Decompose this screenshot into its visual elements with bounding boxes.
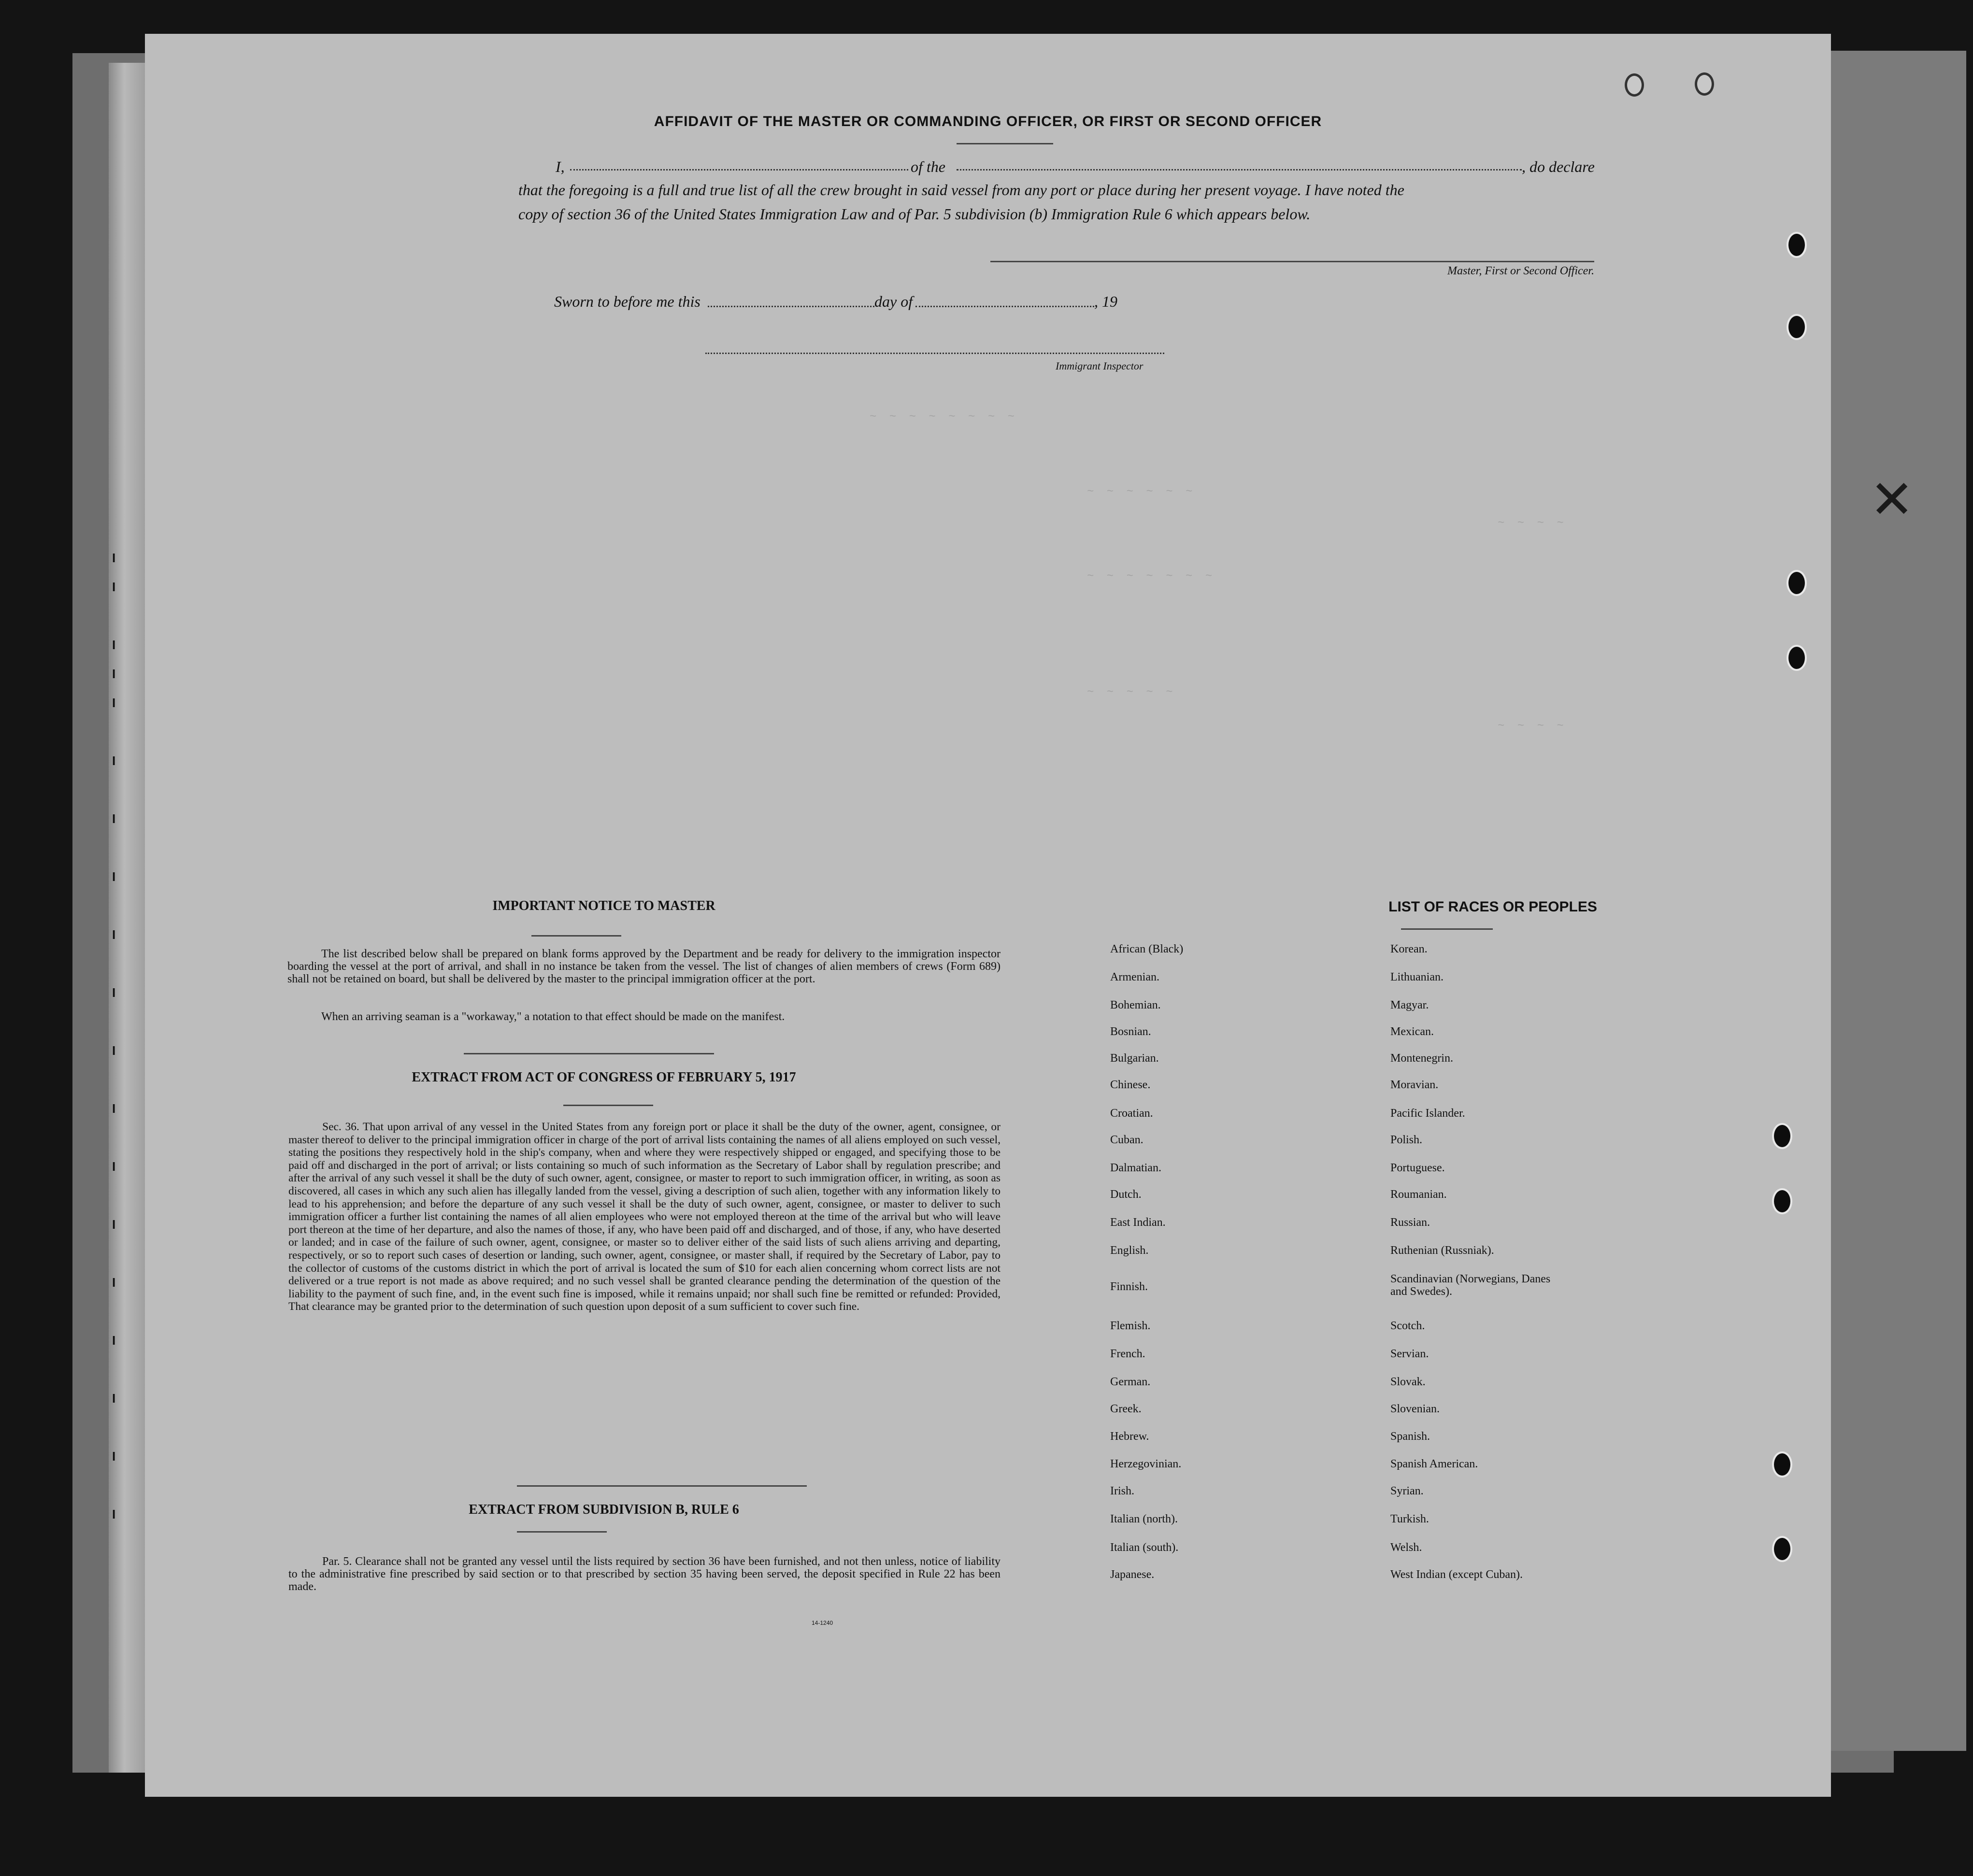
- binder-hole: [1787, 570, 1807, 596]
- race-left: Bosnian.: [1110, 1025, 1151, 1038]
- race-right: Moravian.: [1390, 1079, 1439, 1091]
- race-right: Servian.: [1390, 1348, 1429, 1360]
- race-left: Chinese.: [1110, 1079, 1151, 1091]
- race-right: Montenegrin.: [1390, 1052, 1453, 1065]
- act-title: EXTRACT FROM ACT OF CONGRESS OF FEBRUARY 5, 1917: [412, 1070, 796, 1085]
- binder-hole: [1787, 645, 1807, 671]
- inspector-label: Immigrant Inspector: [1056, 360, 1144, 372]
- signature-line[interactable]: [990, 261, 1594, 262]
- race-left: Herzegovinian.: [1110, 1458, 1182, 1470]
- race-right: Slovenian.: [1390, 1403, 1440, 1415]
- vessel-blank[interactable]: [957, 169, 1522, 171]
- affidavit-declare: , do declare: [1522, 158, 1595, 175]
- race-left: Japanese.: [1110, 1568, 1155, 1581]
- race-left: Flemish.: [1110, 1320, 1151, 1332]
- race-left: Dalmatian.: [1110, 1162, 1161, 1174]
- race-right: Pacific Islander.: [1390, 1107, 1465, 1120]
- race-right: Mexican.: [1390, 1025, 1434, 1038]
- race-left: Hebrew.: [1110, 1430, 1149, 1443]
- year-text: , 19: [1094, 293, 1117, 310]
- cross-mark: ✕: [1870, 469, 1915, 530]
- race-left: English.: [1110, 1244, 1149, 1257]
- rule-title: EXTRACT FROM SUBDIVISION B, RULE 6: [469, 1502, 739, 1517]
- divider: [531, 935, 621, 937]
- race-right: Syrian.: [1390, 1485, 1424, 1497]
- day-of-text: day of: [874, 293, 913, 310]
- race-left: Italian (south).: [1110, 1541, 1179, 1554]
- race-right: Portuguese.: [1390, 1162, 1445, 1174]
- notice-para-2: When an arriving seaman is a "workaway," a notation to that effect should be made on the manifest.: [321, 1010, 785, 1023]
- race-left: East Indian.: [1110, 1216, 1166, 1229]
- race-right: Lithuanian.: [1390, 971, 1444, 983]
- notice-title: IMPORTANT NOTICE TO MASTER: [492, 898, 715, 913]
- race-left: Cuban.: [1110, 1134, 1144, 1146]
- race-left: Dutch.: [1110, 1188, 1142, 1201]
- race-left: Finnish.: [1110, 1280, 1148, 1293]
- race-right: Slovak.: [1390, 1376, 1426, 1388]
- binder-hole: [1787, 314, 1807, 340]
- binder-hole: [1772, 1536, 1792, 1562]
- race-right: Korean.: [1390, 943, 1428, 955]
- race-right: Polish.: [1390, 1134, 1423, 1146]
- divider: [563, 1105, 653, 1106]
- affidavit-line3: copy of section 36 of the United States Immigration Law and of Par. 5 subdivision (b) Immigration Rule 6 which appears below.: [518, 205, 1311, 223]
- divider: [957, 143, 1053, 144]
- affidavit-of-the: of the: [911, 158, 945, 175]
- act-section-36: Sec. 36. That upon arrival of any vessel in the United States from any foreign port or place it shall be the duty of the owner, agent, consignee, or master thereof to deliver to the principal immigration officer in charge of the port of arrival lists containing the names of all aliens employed on such vessel, stating the positions they respectively hold in the ship's company, when and where they were respectively shipped or engaged, and specifying those to be paid off and discharged in the port of arrival; or lists containing so much of such information as the Secretary of Labor shall by regulation prescribe; and after the arrival of any such vessel it shall be the duty of such owner, agent, consignee, or master to report to such immigration officer, in writing, as soon as discovered, all cases in which any such alien has illegally landed from the vessel, giving a description of such alien, together with any information likely to lead to his apprehension; and before the departure of any such vessel it shall be the duty of such owner, agent, consignee, or master to deliver to such immigration officer a further list containing the names of all alien employees who were not employed thereon at the time of the arrival but who will leave port thereon at the time of her departure, and also the names of those, if any, who have been paid off and discharged, and of those, if any, who have deserted or landed; and in case of the failure of such owner, agent, consignee, or master so to deliver either of the said lists of such aliens arriving and departing, respectively, or so to report such cases of desertion or landing, such owner, agent, consignee, or master shall, if required by the Secretary of Labor, pay to the collector of customs of the customs district in which the port of arrival is located the sum of $10 for each alien concerning whom correct lists are not delivered or a true report is not made as above required; and no such vessel shall be granted clearance pending the determination of the question of the liability to the payment of such fine, and, in the event such fine is imposed, while it remains unpaid; nor shall such fine be remitted or refunded: Provided, That clearance may be granted prior to the determination of such question upon deposit of a sum sufficient to cover such fine.: [288, 1121, 1001, 1313]
- race-left: French.: [1110, 1348, 1145, 1360]
- right-edge-sheet: [1816, 51, 1966, 1751]
- notice-para-1: The list described below shall be prepared on blank forms approved by the Department and be ready for delivery to the immigration inspector boarding the vessel at the port of arrival, and shall in no instance be taken from the vessel. The list of changes of alien members of crews (Form 689) shall not be retained on board, but shall be delivered by the master to the principal immigration officer at the port.: [287, 948, 1001, 985]
- divider: [1401, 928, 1493, 930]
- form-number: 14-1240: [812, 1620, 833, 1626]
- divider: [464, 1053, 714, 1054]
- races-title: LIST OF RACES OR PEOPLES: [1388, 899, 1597, 915]
- binder-hole: [1772, 1188, 1792, 1214]
- race-right: Welsh.: [1390, 1541, 1422, 1554]
- manifest-page: AFFIDAVIT OF THE MASTER OR COMMANDING OFFICER, OR FIRST OR SECOND OFFICER I, of the , do declare that the foregoing is a full and true list of all the crew brought in said vessel from any port or place during her present voyage. I have noted the copy of section 36 of the United States Immigration Law and of Par. 5 subdivision (b) Immigration Rule 6 which appears below. Master, First or Second Officer. Sworn to before me this day of , 19 Immigrant Inspector ~ ~ ~ ~ ~ ~ ~ ~ ~ ~ ~ ~ ~ ~ ~ ~ ~ ~ ~ ~ ~ ~ ~ ~ ~ ~ ~ ~ ~ ~ ~ ~ ~ ~ IMPORTANT NOTICE TO MASTER The list described below shall be prepared on blank forms approved by the Department and be ready for delivery to the immigration inspector boarding the vessel at the port of arrival, and shall in no instance be taken from the vessel. The list of changes of alien members of crews (Form 689) shall not be retained on board, but shall be delivered by the master to the principal immigration officer at the port. When an arriving seaman is a "workaway," a notation to that effect should be made on the manifest. EXTRACT FROM ACT OF CONGRESS OF FEBRUARY 5, 1917 Sec. 36. That upon arrival of any vessel in the United States from any foreign port or place it shall be the duty of the owner, agent, consignee, or master thereof to deliver to the principal immigration officer in charge of the port of arrival lists containing the names of all aliens employed on such vessel, stating the positions they respectively hold in the ship's company, when and where they were respectively shipped or engaged, and specifying those to be paid off and discharged in the port of arrival; or lists containing so much of such information as the Secretary of Labor shall by regulation prescribe; and after the arrival of any such vessel it shall be the duty of such owner, agent, consignee, or master to report to such immigration officer, in writing, as soon as discovered, all cases in which any such alien has illegally landed from the vessel, giving a description of such alien, together with any information likely to lead to his apprehension; and before the departure of any such vessel it shall be the duty of such owner, agent, consignee, or master to deliver to such immigration officer a further list containing the names of all alien employees who were not employed thereon at the time of the arrival but who will leave port thereon at the time of her departure, and also the names of those, if any, who have been paid off and discharged, and of those, if any, who have deserted or landed; and in case of the failure of such owner, agent, consignee, or master so to deliver either of the said lists of such aliens arriving and departing, respectively, or so to report such cases of desertion or landing, such owner, agent, consignee, or master shall, if required by the Secretary of Labor, pay to the collector of customs of the customs district in which the port of arrival is located the sum of $10 for each alien concerning whom correct lists are not delivered or a true report is not made as above required; and no such vessel shall be granted clearance pending the determination of the question of the liability to the payment of such fine, and, in the event such fine is imposed, while it remains unpaid; nor shall such fine be remitted or refunded: Provided, That clearance may be granted prior to the determination of such question upon deposit of a sum sufficient to cover such fine. EXTRACT FROM SUBDIVISION B, RULE 6 Par. 5. Clearance shall not be granted any vessel until the lists required by section 36 have been furnished, and not then unless, notice of liability to the administrative fine prescribed by said section or to that prescribed by section 35 having been served, the deposit specified in Rule 22 has been made. 14-1240 LIST OF RACES OR PEOPLES African (Black) Armenian. Bohemian. Bosnian. Bulgarian. Chinese. Croatian. Cuban. Dalmatian. Dutch. East Indian. English. Finnish. Flemish. French. German. Greek. Hebrew. Herzegovinian. Irish. Italian (north). Italian (south). Japanese. Korean. Lithuanian. Magyar. Mexican. Montenegrin. Moravian. Pacific Islander. Polish. Portuguese. Roumanian. Russian. Ruthenian (Russniak). Scandinavian (Norwegians, Danes and Swedes). Scotch. Servian. Slovak. Slovenian. Spanish. Spanish American. Syrian. Turkish. Welsh. West Indian (except Cuban).: [145, 34, 1831, 1797]
- race-right: Spanish.: [1390, 1430, 1430, 1443]
- race-left: Italian (north).: [1110, 1513, 1178, 1525]
- month-blank[interactable]: [915, 306, 1094, 307]
- race-right: Spanish American.: [1390, 1458, 1478, 1470]
- race-left: Bohemian.: [1110, 999, 1161, 1011]
- race-right: Magyar.: [1390, 999, 1429, 1011]
- race-left: African (Black): [1110, 943, 1184, 955]
- affidavit-title: AFFIDAVIT OF THE MASTER OR COMMANDING OFFICER, OR FIRST OR SECOND OFFICER: [654, 114, 1322, 129]
- inspector-line[interactable]: [705, 353, 1164, 354]
- race-left: Croatian.: [1110, 1107, 1153, 1120]
- race-left: German.: [1110, 1376, 1151, 1388]
- divider: [517, 1531, 607, 1533]
- binder-hole: [1772, 1123, 1792, 1149]
- race-right: Scotch.: [1390, 1320, 1425, 1332]
- race-right: Turkish.: [1390, 1513, 1429, 1525]
- race-right: Ruthenian (Russniak).: [1390, 1244, 1494, 1257]
- affidavit-i: I,: [556, 158, 565, 175]
- affidavit-line2: that the foregoing is a full and true list of all the crew brought in said vessel from any port or place during her present voyage. I have noted the: [518, 181, 1404, 199]
- race-left: Greek.: [1110, 1403, 1142, 1415]
- sworn-text: Sworn to before me this: [554, 293, 701, 310]
- binder-hole: [1787, 232, 1807, 258]
- race-right: Scandinavian (Norwegians, Danes and Swedes).: [1390, 1273, 1551, 1298]
- rule-par-5: Par. 5. Clearance shall not be granted any vessel until the lists required by section 36 have been furnished, and not then unless, notice of liability to the administrative fine prescribed by said section or to that prescribed by section 35 having been served, the deposit specified in Rule 22 has been made.: [288, 1555, 1001, 1593]
- divider: [517, 1485, 807, 1487]
- race-right: Roumanian.: [1390, 1188, 1447, 1201]
- race-right: Russian.: [1390, 1216, 1430, 1229]
- punch-hole: [1695, 72, 1714, 96]
- binder-hole: [1772, 1451, 1792, 1478]
- race-left: Bulgarian.: [1110, 1052, 1159, 1065]
- race-right: West Indian (except Cuban).: [1390, 1568, 1523, 1581]
- name-blank[interactable]: [570, 169, 908, 171]
- signature-label: Master, First or Second Officer.: [1447, 265, 1594, 277]
- race-left: Armenian.: [1110, 971, 1159, 983]
- punch-hole: [1625, 73, 1644, 97]
- race-left: Irish.: [1110, 1485, 1134, 1497]
- day-blank[interactable]: [708, 306, 874, 307]
